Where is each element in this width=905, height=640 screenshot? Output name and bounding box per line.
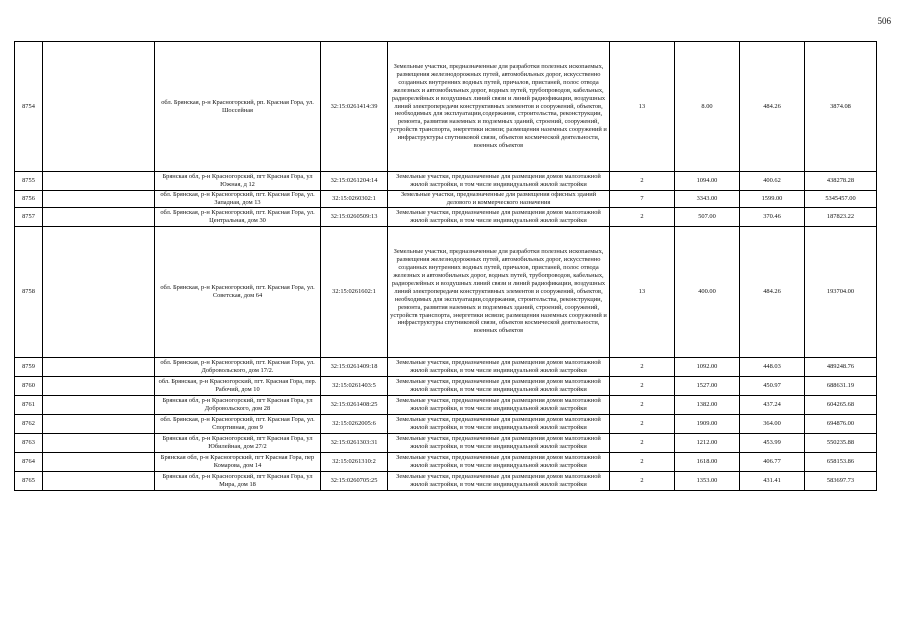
table-row (15, 172, 877, 191)
permitted-use-cell: Земельные участки, предназначенные для размещения домов малоэтажной жилой застройки, в том числе индивидуальной жилой застройки (388, 376, 610, 395)
address-cell: Брянская обл, р-н Красногорский, пгт Красная Гора, пер Комарова, дом 14 (155, 452, 321, 471)
empty-cell (43, 191, 155, 208)
table-row (15, 42, 877, 172)
cadastral-value-cell: 694876.00 (805, 414, 877, 433)
address-cell: обл. Брянская, р-н Красногорский, рп. Красная Гора, ул. Шоссейная (155, 42, 321, 172)
cadastral-value-cell: 688631.19 (805, 376, 877, 395)
cadastral-value-cell: 604265.68 (805, 395, 877, 414)
cadastral-number-cell: 32:15:0260509:13 (321, 207, 388, 226)
area-cell: 1618.00 (675, 452, 740, 471)
category-code-cell: 2 (610, 376, 675, 395)
row-number: 8757 (15, 207, 43, 226)
unit-value-cell: 364.00 (740, 414, 805, 433)
category-code-cell: 2 (610, 357, 675, 376)
row-number: 8763 (15, 433, 43, 452)
empty-cell (43, 207, 155, 226)
address-cell: Брянская обл, р-н Красногорский, пгт Красная Гора, ул Мира, дом 18 (155, 471, 321, 490)
page-number: 506 (877, 16, 891, 26)
cadastral-number-cell: 32:15:0260705:25 (321, 471, 388, 490)
cadastral-value-cell: 193704.00 (805, 226, 877, 357)
category-code-cell: 13 (610, 42, 675, 172)
cadastral-number-cell: 32:15:0261414:39 (321, 42, 388, 172)
address-cell: обл. Брянская, р-н Красногорский, пгт. Красная Гора, ул. Спортивная, дом 9 (155, 414, 321, 433)
empty-cell (43, 433, 155, 452)
row-number: 8756 (15, 191, 43, 208)
table-row (15, 433, 877, 452)
unit-value-cell: 448.03 (740, 357, 805, 376)
empty-cell (43, 172, 155, 191)
cadastral-value-cell: 489248.76 (805, 357, 877, 376)
cadastral-number-cell: 32:15:0261602:1 (321, 226, 388, 357)
cadastral-number-cell: 32:15:0262005:6 (321, 414, 388, 433)
table-row (15, 207, 877, 226)
empty-cell (43, 414, 155, 433)
cadastral-value-cell: 438278.28 (805, 172, 877, 191)
category-code-cell: 13 (610, 226, 675, 357)
area-cell: 1212.00 (675, 433, 740, 452)
unit-value-cell: 1599.00 (740, 191, 805, 208)
table-row (15, 226, 877, 357)
area-cell: 1527.00 (675, 376, 740, 395)
area-cell: 1094.00 (675, 172, 740, 191)
permitted-use-cell: Земельные участки, предназначенные для размещения домов малоэтажной жилой застройки, в том числе индивидуальной жилой застройки (388, 414, 610, 433)
cadastral-value-cell: 3874.08 (805, 42, 877, 172)
land-parcels-table (14, 41, 877, 491)
table-row (15, 376, 877, 395)
row-number: 8765 (15, 471, 43, 490)
row-number: 8758 (15, 226, 43, 357)
category-code-cell: 2 (610, 395, 675, 414)
table-row (15, 395, 877, 414)
unit-value-cell: 431.41 (740, 471, 805, 490)
category-code-cell: 2 (610, 452, 675, 471)
unit-value-cell: 484.26 (740, 42, 805, 172)
category-code-cell: 2 (610, 471, 675, 490)
row-number: 8755 (15, 172, 43, 191)
address-cell: обл. Брянская, р-н Красногорский, пгт. Красная Гора, ул. Центральная, дом 30 (155, 207, 321, 226)
address-cell: Брянская обл, р-н Красногорский, пгт Красная Гора, ул Юбилейная, дом 27/2 (155, 433, 321, 452)
cadastral-value-cell: 550235.88 (805, 433, 877, 452)
permitted-use-cell: Земельные участки, предназначенные для размещения офисных зданий делового и коммерческого назначения (388, 191, 610, 208)
cadastral-number-cell: 32:15:0261204:14 (321, 172, 388, 191)
table-body (15, 42, 877, 491)
cadastral-number-cell: 32:15:0261303:31 (321, 433, 388, 452)
empty-cell (43, 395, 155, 414)
area-cell: 1909.00 (675, 414, 740, 433)
permitted-use-cell: Земельные участки, предназначенные для размещения домов малоэтажной жилой застройки, в том числе индивидуальной жилой застройки (388, 452, 610, 471)
empty-cell (43, 471, 155, 490)
category-code-cell: 2 (610, 207, 675, 226)
cadastral-number-cell: 32:15:0261403:5 (321, 376, 388, 395)
category-code-cell: 2 (610, 414, 675, 433)
category-code-cell: 2 (610, 172, 675, 191)
permitted-use-cell: Земельные участки, предназначенные для размещения домов малоэтажной жилой застройки, в том числе индивидуальной жилой застройки (388, 471, 610, 490)
cadastral-number-cell: 32:15:0261310:2 (321, 452, 388, 471)
table-row (15, 414, 877, 433)
permitted-use-cell: Земельные участки, предназначенные для размещения домов малоэтажной жилой застройки, в том числе индивидуальной жилой застройки (388, 207, 610, 226)
unit-value-cell: 400.62 (740, 172, 805, 191)
cadastral-value-cell: 658153.86 (805, 452, 877, 471)
empty-cell (43, 376, 155, 395)
row-number: 8760 (15, 376, 43, 395)
area-cell: 1092.00 (675, 357, 740, 376)
category-code-cell: 7 (610, 191, 675, 208)
address-cell: Брянская обл, р-н Красногорский, пгт Красная Гора, ул Южная, д 12 (155, 172, 321, 191)
cadastral-value-cell: 5345457.00 (805, 191, 877, 208)
table-row (15, 471, 877, 490)
area-cell: 507.00 (675, 207, 740, 226)
cadastral-number-cell: 32:15:0260302:1 (321, 191, 388, 208)
unit-value-cell: 437.24 (740, 395, 805, 414)
area-cell: 8.00 (675, 42, 740, 172)
unit-value-cell: 453.99 (740, 433, 805, 452)
permitted-use-cell: Земельные участки, предназначенные для размещения домов малоэтажной жилой застройки, в том числе индивидуальной жилой застройки (388, 172, 610, 191)
cadastral-number-cell: 32:15:0261409:18 (321, 357, 388, 376)
area-cell: 400.00 (675, 226, 740, 357)
address-cell: обл. Брянская, р-н Красногорский, пгт. Красная Гора, пер. Рабочий, дом 10 (155, 376, 321, 395)
unit-value-cell: 450.97 (740, 376, 805, 395)
unit-value-cell: 406.77 (740, 452, 805, 471)
permitted-use-cell: Земельные участки, предназначенные для размещения домов малоэтажной жилой застройки, в том числе индивидуальной жилой застройки (388, 357, 610, 376)
address-cell: обл. Брянская, р-н Красногорский, пгт. Красная Гора, ул. Западная, дом 13 (155, 191, 321, 208)
unit-value-cell: 370.46 (740, 207, 805, 226)
table-row (15, 191, 877, 208)
row-number: 8754 (15, 42, 43, 172)
category-code-cell: 2 (610, 433, 675, 452)
address-cell: обл. Брянская, р-н Красногорский, пгт. Красная Гора, ул. Добровольского, дом 17/2. (155, 357, 321, 376)
row-number: 8764 (15, 452, 43, 471)
empty-cell (43, 226, 155, 357)
permitted-use-cell: Земельные участки, предназначенные для разработки полезных ископаемых, размещения железнодорожных путей, автомобильных дорог, искусственно созданных внутренних водных путей, причалов, пристаней, полос отвода железных и автомобильных дорог, водных путей, трубопроводов, кабельных, радиорелейных и воздушных линий связи и линий радиофикации, воздушных линий электропередачи конструктивных элементов и сооружений, объектов, необходимых для эксплуатации,содержания, строительства, реконструкции, ремонта, развития наземных и подземных зданий, строений, сооружений, устройств транспорта, энергетики исвязи; размещения наземных сооружений и инфраструктуры спутниковой связи, объектов космической деятельности, военных объектов (388, 226, 610, 357)
permitted-use-cell: Земельные участки, предназначенные для разработки полезных ископаемых, размещения железнодорожных путей, автомобильных дорог, искусственно созданных внутренних водных путей, причалов, пристаней, полос отвода железных и автомобильных дорог, водных путей, трубопроводов, кабельных, радиорелейных и воздушных линий связи и линий радиофикации, воздушных линий электропередачи конструктивных элементов и сооружений, объектов, необходимых для эксплуатации,содержания, строительства, реконструкции, ремонта, развития наземных и подземных зданий, строений, сооружений, устройств транспорта, энергетики исвязи; размещения наземных сооружений и инфраструктуры спутниковой связи, объектов космической деятельности, военных объектов (388, 42, 610, 172)
row-number: 8762 (15, 414, 43, 433)
empty-cell (43, 452, 155, 471)
row-number: 8759 (15, 357, 43, 376)
area-cell: 1382.00 (675, 395, 740, 414)
permitted-use-cell: Земельные участки, предназначенные для размещения домов малоэтажной жилой застройки, в том числе индивидуальной жилой застройки (388, 395, 610, 414)
address-cell: Брянская обл, р-н Красногорский, пгт Красная Гора, ул Добровольского, дом 28 (155, 395, 321, 414)
area-cell: 3343.00 (675, 191, 740, 208)
empty-cell (43, 42, 155, 172)
cadastral-value-cell: 583697.73 (805, 471, 877, 490)
area-cell: 1353.00 (675, 471, 740, 490)
empty-cell (43, 357, 155, 376)
unit-value-cell: 484.26 (740, 226, 805, 357)
row-number: 8761 (15, 395, 43, 414)
table-row (15, 357, 877, 376)
cadastral-value-cell: 187823.22 (805, 207, 877, 226)
permitted-use-cell: Земельные участки, предназначенные для размещения домов малоэтажной жилой застройки, в том числе индивидуальной жилой застройки (388, 433, 610, 452)
address-cell: обл. Брянская, р-н Красногорский, пгт. Красная Гора, ул. Советская, дом 64 (155, 226, 321, 357)
table-row (15, 452, 877, 471)
cadastral-number-cell: 32:15:0261408:25 (321, 395, 388, 414)
